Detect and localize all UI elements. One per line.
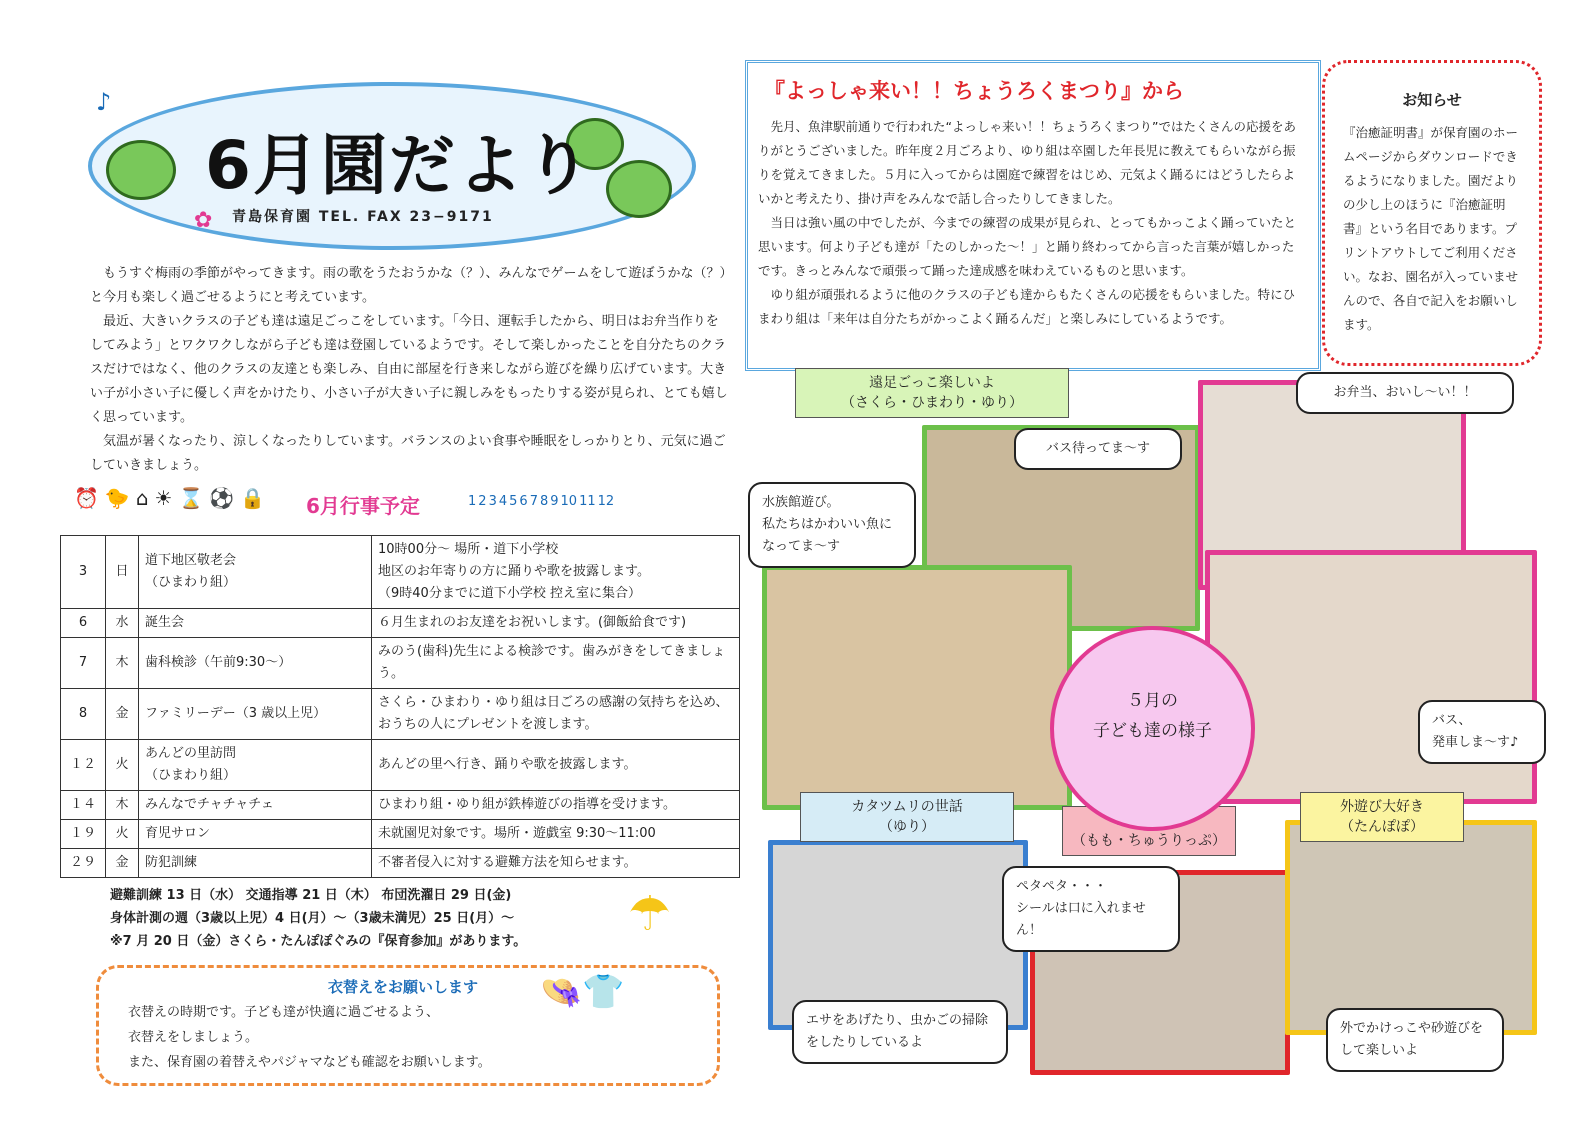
bubble-bus-go: バス、 発車しま〜す♪ [1418,700,1546,764]
article-para: 先月、魚津駅前通りで行われた“よっしゃ来い！！ちょうろくまつり”ではたくさんの応援をありがとうございました。昨年度２月ごろより、ゆり組は卒園した年長児に教えてもらいながら振りを覚えてきました。５月に入ってからは園庭で練習をはじめ、元気よく踊るにはどうしたらよいかと考えたり、掛け声をみんなで話し合ったりしてきました。 [758,119,1296,206]
sun-icon: ☀ [154,486,173,510]
date-cell: １４ [61,791,106,820]
month-num: 1 [468,494,477,509]
ribbon-ensoku: 遠足ごっこ楽しいよ （さくら・ひまわり・ゆり） [795,368,1069,418]
organization-contact: 青島保育園 TEL. FAX 23−9171 [232,209,494,225]
ribbon-soto: 外遊び大好き （たんぽぽ） [1300,792,1464,842]
intro-text [90,262,730,478]
month-num: 9 [550,494,559,509]
month-num: 4 [498,494,508,509]
clothes-line: 衣替えをしましょう。 [128,1030,259,1045]
date-cell: １９ [61,820,106,849]
desc-cell: さくら・ひまわり・ゆり組は日ごろの感謝の気持ちを込め、おうちの人にプレゼントを渡します。 [372,689,740,740]
table-row [61,638,740,689]
table-row [61,536,740,609]
event-cell: 誕生会 [139,609,372,638]
article-para: 当日は強い風の中でしたが、今までの練習の成果が見られ、とってもかっこよく踊っていたと思います。何より子ども達が「たのしかった〜！」と踊り終わってから言った言葉が嬉しかったです。きっとみんなで頑張って踊った達成感を味わえているものと思います。 [758,215,1297,278]
bubble-peta: ペタペタ・・・ シールは口に入れません！ [1002,866,1180,952]
clothes-text [128,1000,491,1075]
month-numbers [468,490,616,509]
day-cell: 金 [106,849,139,878]
date-cell: 8 [61,689,106,740]
festival-article [745,60,1321,371]
day-cell: 火 [106,820,139,849]
clothes-title: 衣替えをお願いします [328,978,479,996]
month-num: 8 [539,494,549,509]
icons-row [74,486,271,510]
day-cell: 木 [106,638,139,689]
day-cell: 日 [106,536,139,609]
article-para: ゆり組が頑張れるように他のクラスの子ども達からもたくさんの応援をもらいました。特にひまわり組は「来年は自分たちがかっこよく踊るんだ」と楽しみにしているようです。 [758,287,1296,326]
date-cell: １２ [61,740,106,791]
event-cell: 防犯訓練 [139,849,372,878]
bubble-outside: 外でかけっこや砂遊びをして楽しいよ [1326,1008,1504,1072]
lotus-icon: ✿ [194,208,213,233]
month-num: 11 [579,494,596,509]
day-cell: 火 [106,740,139,791]
note-line: 身体計測の週（3歳以上児）4 日(月）〜（3歳未満児）25 日(月）〜 [110,911,515,926]
day-cell: 金 [106,689,139,740]
note-line: 避難訓練 13 日（水） 交通指導 21 日（木） 布団洗濯日 29 日(金) [110,888,512,903]
table-row [61,689,740,740]
music-note-icon: ♪ [96,88,112,116]
clothes-line: また、保育園の着替えやパジャマなども確認をお願いします。 [128,1055,491,1070]
umbrella-icon: ☂ [628,886,672,942]
frog-left-icon [106,140,176,200]
event-cell: みんなでチャチャチェ [139,791,372,820]
table-row [61,609,740,638]
photo-outside [1285,820,1537,1035]
photo-aquarium [762,565,1072,810]
table-row [61,740,740,791]
table-row [61,791,740,820]
chick-icon: 🐤 [104,486,130,510]
clock-icon: ⏰ [74,486,99,510]
article-title: 『よっしゃ来い！！ちょうろくまつり』から [764,79,1184,103]
events-table [60,535,740,878]
notice-text: 『治癒証明書』が保育園のホームページからダウンロードできるようになりました。園だよりの少し上のほうに『治癒証明書』という名目であります。プリントアウトしてご利用ください。なお、園名が入っていませんので、各自で記入をお願いします。 [1343,125,1519,332]
intro-para: 気温が暑くなったり、涼しくなったりしています。バランスのよい食事や睡眠をしっかりとり、元気に過ごしていきましょう。 [90,434,726,473]
bubble-aquarium: 水族館遊び。 私たちはかわいい魚になってま〜す [748,482,916,568]
notice-title: お知らせ [1402,91,1462,109]
page-title: 6月園だより [205,127,593,204]
event-cell: 育児サロン [139,820,372,849]
date-cell: 7 [61,638,106,689]
clothes-illustration-icon: 👒👕 [540,972,625,1012]
hourglass-icon: ⌛ [178,486,204,510]
collage-center-circle: ５月の 子ども達の様子 [1050,626,1255,831]
month-num: 10 [560,494,578,509]
table-row [61,820,740,849]
bubble-bento: お弁当、おいし〜い！！ [1296,372,1514,414]
notice-box [1322,60,1542,366]
desc-cell: 10時00分〜 場所・道下小学校 地区のお年寄りの方に踊りや歌を披露します。 （9時40分までに道下小学校 控え室に集合） [372,536,740,609]
month-num: 5 [509,494,518,509]
desc-cell: 不審者侵入に対する避難方法を知らせます。 [372,849,740,878]
photo-bus-go [1205,550,1537,804]
day-cell: 水 [106,609,139,638]
month-num: 7 [529,494,538,509]
bubble-esa: エサをあげたり、虫かごの掃除をしたりしているよ [792,1000,1008,1064]
clothes-line: 衣替えの時期です。子ども達が快適に過ごせるよう、 [128,1005,439,1020]
ribbon-seal: （もも・ちゅうりっぷ） [1062,806,1236,856]
date-cell: ２９ [61,849,106,878]
ball-icon: ⚽ [209,486,235,510]
event-cell: 歯科検診（午前9:30〜） [139,638,372,689]
ribbon-katatsumuri: カタツムリの世話 （ゆり） [800,792,1014,842]
month-num: 6 [519,494,528,509]
intro-para: もうすぐ梅雨の季節がやってきます。雨の歌をうたおうかな（？）、みんなでゲームをして遊ぼうかな（？）と今月も楽しく過ごせるようにと考えています。 [90,266,726,305]
events-heading: 6月行事予定 [306,494,420,518]
desc-cell: ６月生まれのお友達をお祝いします。(御飯給食です) [372,609,740,638]
date-cell: 6 [61,609,106,638]
frog-right-icon [606,160,672,218]
month-num: 12 [597,494,615,509]
lock-icon: 🔒 [240,486,266,510]
bubble-bus-wait: バス待ってま〜す [1014,428,1182,470]
schedule-notes [110,884,526,953]
table-row [61,849,740,878]
desc-cell: みのう(歯科)先生による検診です。歯みがきをしてきましょう。 [372,638,740,689]
month-num: 2 [478,494,487,509]
house-icon: ⌂ [135,486,149,510]
intro-para: 最近、大きいクラスの子ども達は遠足ごっこをしています。「今日、運転手したから、明日はお弁当作りをしてみよう」とワクワクしながら子ども達は登園しているようです。そして楽しかったことを自分たちのクラスだけではなく、他のクラスの友達とも楽しみ、自由に部屋を行き来しながら遊びを繰り広げています。大きい子が小さい子に優しく声をかけたり、小さい子が大きい子に親しみをもったりする姿が見られ、とても嬉しく思っています。 [90,314,728,425]
desc-cell: 未就園児対象です。場所・遊戯室 9:30〜11:00 [372,820,740,849]
note-line: ※7 月 20 日（金）さくら・たんぽぽぐみの『保育参加』があります。 [110,934,527,949]
day-cell: 木 [106,791,139,820]
event-cell: ファミリーデー（3 歳以上児） [139,689,372,740]
desc-cell: あんどの里へ行き、踊りや歌を披露します。 [372,740,740,791]
desc-cell: ひまわり組・ゆり組が鉄棒遊びの指導を受けます。 [372,791,740,820]
month-num: 3 [488,494,497,509]
date-cell: 3 [61,536,106,609]
article-body [758,115,1306,331]
event-cell: あんどの里訪問 （ひまわり組） [139,740,372,791]
event-cell: 道下地区敬老会 （ひまわり組） [139,536,372,609]
